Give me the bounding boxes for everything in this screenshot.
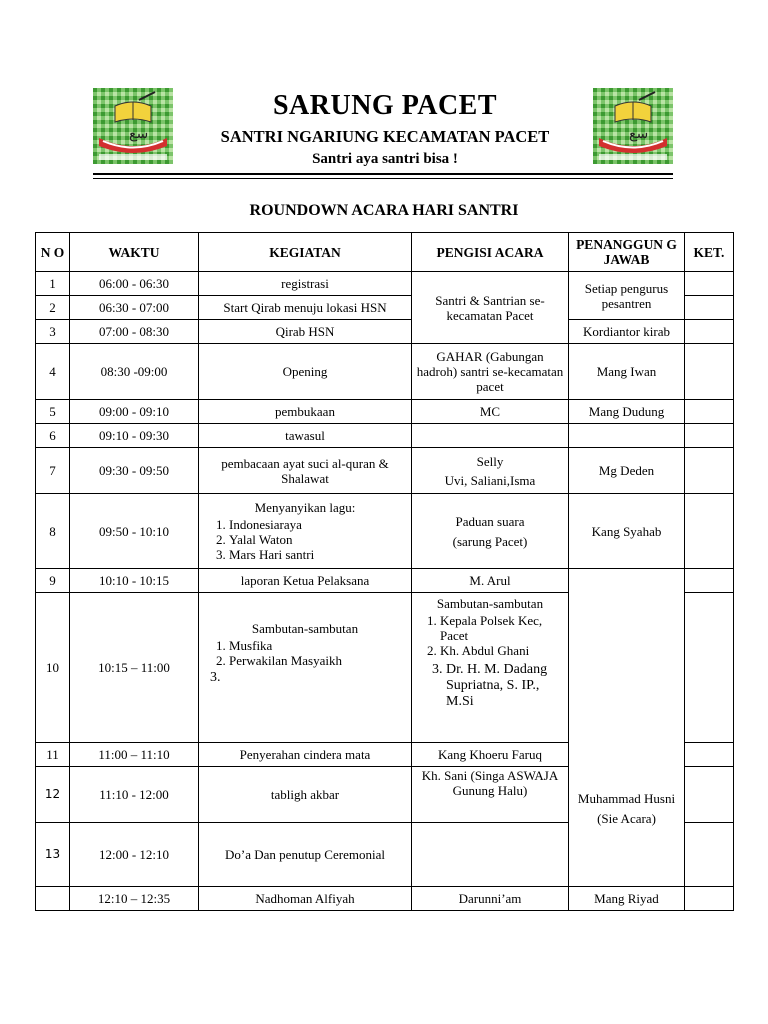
cell-kegiatan: Start Qirab menuju lokasi HSN — [199, 296, 412, 320]
cell-waktu: 11:10 - 12:00 — [70, 767, 199, 823]
svg-text:سع: سع — [629, 126, 649, 142]
cell-waktu: 06:30 - 07:00 — [70, 296, 199, 320]
table-row — [36, 272, 734, 296]
table-row — [36, 344, 734, 400]
document-tagline: Santri aya santri bisa ! — [312, 151, 458, 167]
cell-waktu: 09:00 - 09:10 — [70, 400, 199, 424]
table-row — [36, 400, 734, 424]
cell-no: 7 — [36, 448, 70, 494]
cell-ket — [685, 424, 734, 448]
cell-waktu: 11:00 – 11:10 — [70, 743, 199, 767]
cell-no: 6 — [36, 424, 70, 448]
cell-kegiatan: pembacaan ayat suci al-quran & Shalawat — [199, 448, 412, 494]
cell-ket — [685, 344, 734, 400]
table-row — [36, 494, 734, 569]
speaker-list — [203, 638, 407, 668]
cell-waktu: 07:00 - 08:30 — [70, 320, 199, 344]
kegiatan-title: Menyanyikan lagu: — [254, 500, 356, 515]
table-row — [36, 320, 734, 344]
cell-pengisi: M. Arul — [412, 569, 569, 593]
col-header-kegiatan: KEGIATAN — [199, 233, 412, 272]
cell-ket — [685, 743, 734, 767]
cell-pengisi: MC — [412, 400, 569, 424]
cell-kegiatan: laporan Ketua Pelaksana — [199, 569, 412, 593]
cell-ket — [685, 448, 734, 494]
cell-pengisi — [412, 593, 569, 743]
cell-kegiatan: Opening — [199, 344, 412, 400]
pengisi-title: Sambutan-sambutan — [436, 596, 544, 611]
header-divider-thin — [93, 178, 673, 179]
pengisi-list — [416, 613, 564, 658]
document-subtitle: SANTRI NGARIUNG KECAMATAN PACET — [220, 127, 550, 146]
pj-role: (Sie Acara) — [597, 811, 656, 826]
cell-pj: Mang Riyad — [569, 887, 685, 911]
cell-waktu: 09:50 - 10:10 — [70, 494, 199, 569]
table-row — [36, 424, 734, 448]
col-header-ket: KET. — [685, 233, 734, 272]
pengisi-line: Selly — [476, 453, 504, 469]
cell-kegiatan: registrasi — [199, 272, 412, 296]
kegiatan-title: Sambutan-sambutan — [251, 621, 359, 636]
table-row — [36, 887, 734, 911]
list-item: 3. Dr. H. M. Dadang Supriatna, S. IP., M.Si — [446, 662, 564, 710]
cell-waktu: 08:30 -09:00 — [70, 344, 199, 400]
cell-no: 11 — [36, 743, 70, 767]
table-row — [36, 569, 734, 593]
cell-pengisi: GAHAR (Gabungan hadroh) santri se-kecamatan pacet — [412, 344, 569, 400]
cell-ket — [685, 823, 734, 887]
cell-pengisi: Kh. Sani (Singa ASWAJA Gunung Halu) — [412, 767, 569, 823]
list-item-empty: 3. — [210, 670, 221, 685]
schedule-table — [35, 232, 734, 911]
cell-ket — [685, 767, 734, 823]
cell-kegiatan — [199, 494, 412, 569]
cell-waktu: 12:10 – 12:35 — [70, 887, 199, 911]
song-list — [203, 517, 407, 562]
left-logo-icon — [93, 88, 173, 164]
cell-kegiatan: Qirab HSN — [199, 320, 412, 344]
cell-waktu: 10:10 - 10:15 — [70, 569, 199, 593]
cell-pengisi-merged: Santri & Santrian se-kecamatan Pacet — [412, 272, 569, 344]
cell-waktu: 06:00 - 06:30 — [70, 272, 199, 296]
list-item: 3. Mars Hari santri — [229, 547, 407, 562]
pengisi-line: (sarung Pacet) — [452, 533, 528, 549]
cell-ket — [685, 272, 734, 296]
cell-kegiatan: pembukaan — [199, 400, 412, 424]
cell-pengisi — [412, 494, 569, 569]
list-item: 1. Indonesiaraya — [229, 517, 407, 532]
cell-pengisi: Darunni’am — [412, 887, 569, 911]
cell-no: 13 — [36, 823, 70, 887]
cell-kegiatan: tawasul — [199, 424, 412, 448]
cell-ket — [685, 296, 734, 320]
cell-pj: Mang Dudung — [569, 400, 685, 424]
list-item: 2. Yalal Waton — [229, 532, 407, 547]
pengisi-line: Paduan suara — [455, 513, 525, 529]
col-header-penanggung-jawab: PENANGGUN G JAWAB — [569, 233, 685, 272]
cell-pj-merged: Setiap pengurus pesantren — [569, 272, 685, 320]
table-row — [36, 448, 734, 494]
cell-waktu: 12:00 - 12:10 — [70, 823, 199, 887]
cell-ket — [685, 593, 734, 743]
list-item: 1. Kepala Polsek Kec, Pacet — [440, 613, 564, 643]
cell-kegiatan: Penyerahan cindera mata — [199, 743, 412, 767]
list-item: 2. Perwakilan Masyaikh — [229, 653, 407, 668]
cell-pengisi — [412, 424, 569, 448]
cell-pj: Kang Syahab — [569, 494, 685, 569]
table-header-row — [36, 233, 734, 272]
list-item: 2. Kh. Abdul Ghani — [440, 643, 564, 658]
right-logo-icon — [593, 88, 673, 164]
cell-no: 3 — [36, 320, 70, 344]
pj-name: Muhammad Husni — [577, 791, 676, 806]
cell-no: 1 — [36, 272, 70, 296]
cell-no: 4 — [36, 344, 70, 400]
cell-pengisi: Kang Khoeru Faruq — [412, 743, 569, 767]
header-divider-thick — [93, 173, 673, 175]
col-header-pengisi: PENGISI ACARA — [412, 233, 569, 272]
cell-kegiatan: Nadhoman Alfiyah — [199, 887, 412, 911]
cell-no: 2 — [36, 296, 70, 320]
pengisi-line: Uvi, Saliani,Isma — [444, 472, 536, 488]
cell-pj: Kordiantor kirab — [569, 320, 685, 344]
svg-text:سع: سع — [129, 126, 149, 142]
cell-no — [36, 887, 70, 911]
cell-waktu: 09:30 - 09:50 — [70, 448, 199, 494]
cell-no: 9 — [36, 569, 70, 593]
cell-waktu: 09:10 - 09:30 — [70, 424, 199, 448]
cell-no: 12 — [36, 767, 70, 823]
cell-waktu: 10:15 – 11:00 — [70, 593, 199, 743]
pengisi-list-cont — [416, 662, 564, 710]
cell-ket — [685, 887, 734, 911]
cell-kegiatan: Do’a Dan penutup Ceremonial — [199, 823, 412, 887]
cell-pj — [569, 424, 685, 448]
section-title: ROUNDOWN ACARA HARI SANTRI — [249, 202, 519, 219]
cell-ket — [685, 320, 734, 344]
list-item: 1. Musfika — [229, 638, 407, 653]
cell-pj: Mg Deden — [569, 448, 685, 494]
cell-ket — [685, 400, 734, 424]
cell-kegiatan: tabligh akbar — [199, 767, 412, 823]
col-header-no: N O — [36, 233, 70, 272]
col-header-waktu: WAKTU — [70, 233, 199, 272]
cell-pengisi — [412, 448, 569, 494]
cell-kegiatan — [199, 593, 412, 743]
cell-pj: Mang Iwan — [569, 344, 685, 400]
cell-no: 10 — [36, 593, 70, 743]
cell-no: 8 — [36, 494, 70, 569]
cell-ket — [685, 569, 734, 593]
cell-no: 5 — [36, 400, 70, 424]
cell-pj-merged — [569, 569, 685, 887]
document-title: SARUNG PACET — [272, 90, 498, 121]
cell-ket — [685, 494, 734, 569]
cell-pengisi — [412, 823, 569, 887]
